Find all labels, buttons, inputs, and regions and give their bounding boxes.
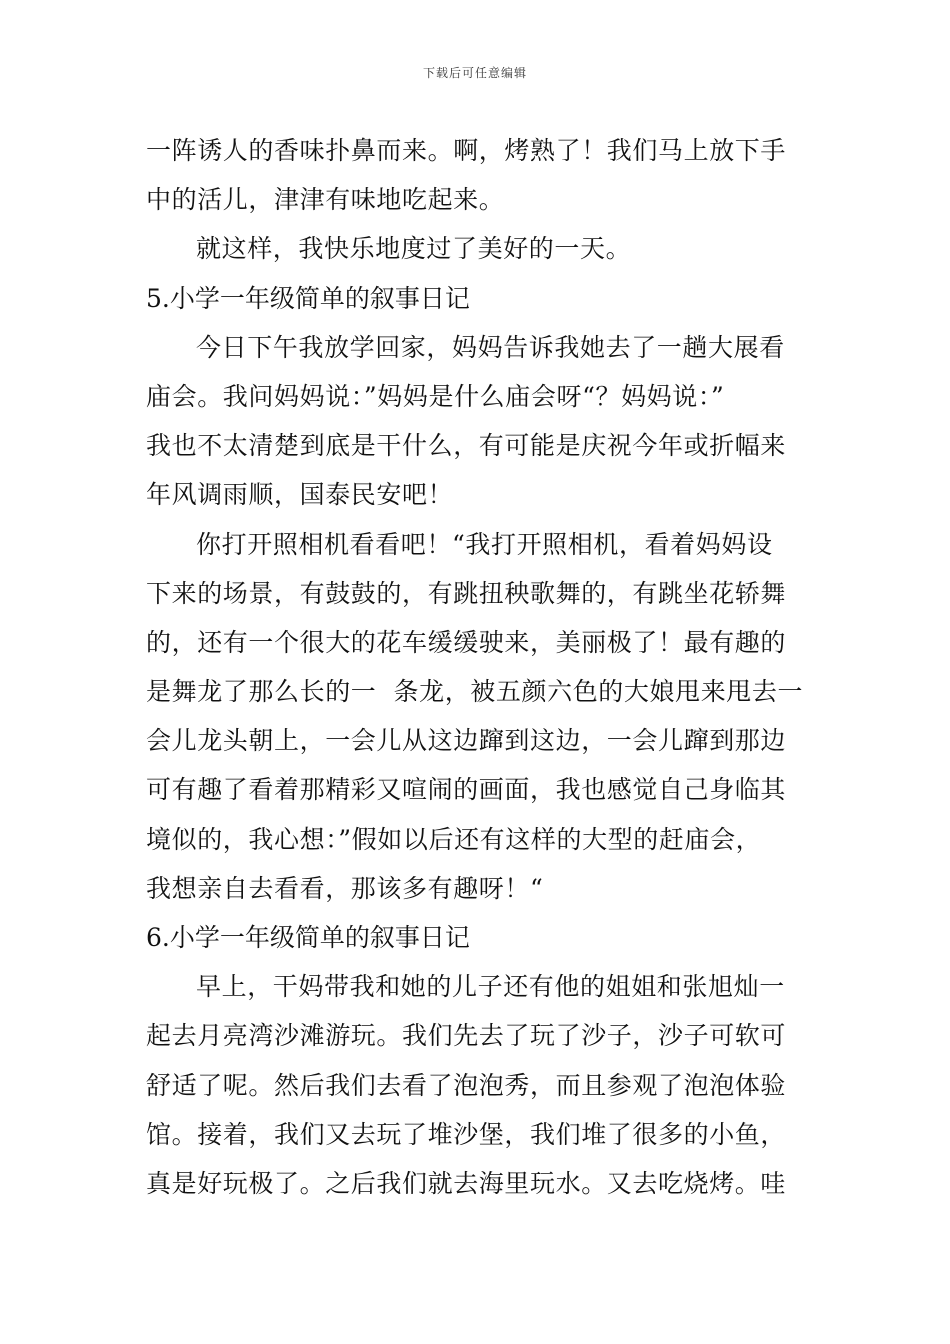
text-line: 起去月亮湾沙滩游玩。我们先去了玩了沙子，沙子可软可 xyxy=(146,1021,787,1051)
paragraph-start: 今日下午我放学回家，妈妈告诉我她去了一趟大展看 xyxy=(196,332,785,362)
text-line: 舒适了呢。然后我们去看了泡泡秀，而且参观了泡泡体验 xyxy=(146,1070,787,1100)
paragraph-start: 早上，干妈带我和她的儿子还有他的姐姐和张旭灿一 xyxy=(196,972,785,1002)
text-line: 我也不太清楚到底是干什么，有可能是庆祝今年或折幅来 xyxy=(146,431,787,461)
text-line: 是舞龙了那么长的一 条龙，被五颜六色的大娘甩来甩去一 xyxy=(146,677,804,707)
text-line: 下来的场景，有鼓鼓的，有跳扭秧歌舞的，有跳坐花轿舞 xyxy=(146,578,787,608)
text-line: 境似的，我心想：”假如以后还有这样的大型的赶庙会， xyxy=(146,824,762,854)
document-body xyxy=(146,126,810,1208)
paragraph-start: 就这样，我快乐地度过了美好的一天。 xyxy=(196,234,632,264)
text-line: 馆。接着，我们又去玩了堆沙堡，我们堆了很多的小鱼， xyxy=(146,1119,787,1149)
text-line: 我想亲自去看看，那该多有趣呀！“ xyxy=(146,873,544,903)
paragraph-start: 你打开照相机看看吧！“我打开照相机，看着妈妈设 xyxy=(196,529,773,559)
text-line: 一阵诱人的香味扑鼻而来。啊，烤熟了！我们马上放下手 xyxy=(146,136,787,165)
text-line: 真是好玩极了。之后我们就去海里玩水。又去吃烧烤。哇 xyxy=(146,1168,787,1198)
text-line: 年风调雨顺，国泰民安吧！ xyxy=(146,480,454,510)
section-heading: 5.小学一年级简单的叙事日记 xyxy=(146,283,470,313)
text-line: 的，还有一个很大的花车缓缓驶来，美丽极了！最有趣的 xyxy=(146,627,787,657)
page-header: 下载后可任意编辑 xyxy=(422,66,527,80)
text-line: 可有趣了看着那精彩又喧闹的画面，我也感觉自己身临其 xyxy=(146,775,787,805)
text-line: 中的活儿，津津有味地吃起来。 xyxy=(146,185,505,215)
section-heading: 6.小学一年级简单的叙事日记 xyxy=(146,923,470,952)
text-line: 庙会。我问妈妈说：”妈妈是什么庙会呀“？妈妈说：” xyxy=(146,381,725,411)
text-line: 会儿龙头朝上，一会儿从这边蹿到这边，一会儿蹿到那边 xyxy=(146,726,787,756)
